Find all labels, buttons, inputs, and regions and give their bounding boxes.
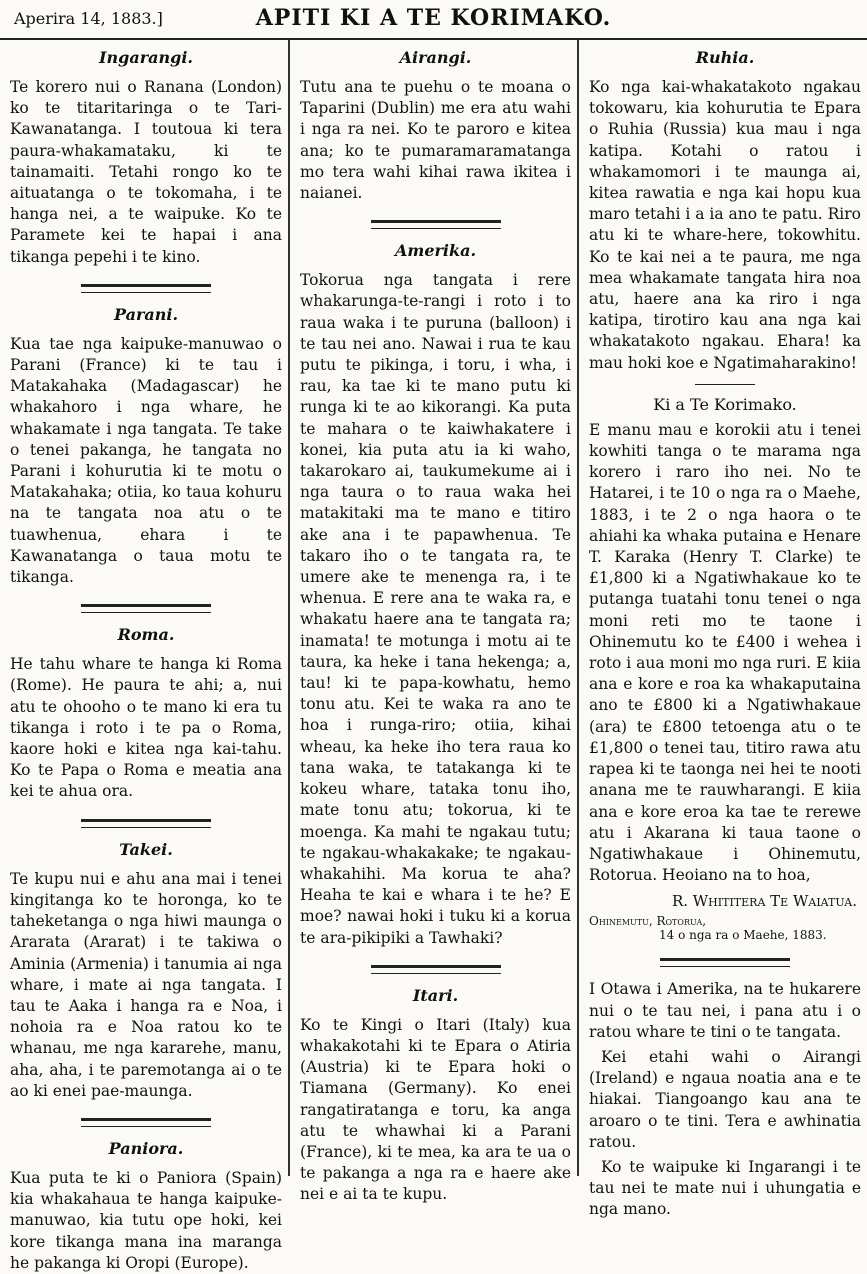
section-heading-airangi: Airangi. xyxy=(399,48,472,67)
article-airangi: Tutu ana te puehu o te moana o Taparini (Dublin) me era atu wahi i nga ra nei. Ko te paroro e kitea ana; ko te pumaramaramatanga mo tera wahi kihai rawa ikitea i naianei. xyxy=(300,78,571,203)
section-heading-ruhia: Ruhia. xyxy=(695,48,755,67)
column-2 xyxy=(290,40,577,1204)
column-1 xyxy=(0,40,288,1272)
section-divider xyxy=(660,958,790,967)
section-heading-paniora: Paniora. xyxy=(108,1138,184,1158)
article-takei: Te kupu nui e ahu ana mai i tenei kingitanga ko te horonga, ko te taheketanga o nga hiwi maunga o Ararata (Ararat) i te takiwa o Aminia (Armenia) i tanumia ai nga whare, i mate ai nga tangata. I tau te Aaka i hanga ra e Noa, i nohoia ra e Noa ratou ko te whanau, me nga kararehe, manu, aha, aha, i te paremotanga ai o te ao ki enei pae-maunga. xyxy=(10,869,282,1100)
section-heading-amerika: Amerika. xyxy=(394,241,477,261)
section-divider xyxy=(371,965,501,974)
section-heading-itari: Itari. xyxy=(412,985,459,1005)
article-parani: Kua tae nga kaipuke-manuwao o Parani (France) ki te tau i Matakahaka (Madagascar) he whakahoro i nga whare, he whakamate i nga tangata. Te take o tenei pakanga, he tangata no Parani i kohurutia ki te motu o Matakahaka; otiia, ko taua kohuru na te tangata noa atu o te tuawhenua, ehara i te Kawanatanga o taua motu te tikanga. xyxy=(10,334,282,587)
section-divider xyxy=(81,1118,211,1127)
news-item: Ko te waipuke ki Ingarangi i te tau nei te mate nui i uhungatia e nga mano. xyxy=(589,1157,861,1219)
article-amerika: Tokorua nga tangata i rere whakarunga-te-rangi i roto i to raua waka i te puruna (balloon) i te tau nei ano. Nawai i rua te kau putu te pikinga, i toru, i wha, i rau, ka tae ki te mano putu ki runga ki te ao kikorangi. Ka puta te mahara o te kaiwhakatere i konei, kia puta atu ia ki waho, takarokaro ai, taukumekume ai i nga taura o to raua waka hei matakitaki ma te mano e titiro ake ana i te papawhenua. Te takaro iho o te tangata ra, te umere ake te menenga ra, i te whenua. E rere ana te waka ra, e whakatu haere ana te tangata ra; inamata! te motunga i motu ai te taura, ka heke i tana hekenga; a, tau! ki te papa-kowhatu, hemo tonu atu. Kei te waka ra ano te hoa i runga-riro; otiia, kihai wheau, ka heke iho tera raua ko tana waka, te tatakanga ki te kokeu whare, tataka tonu iho, mate tonu atu; tokorua, ki te moenga. Ka mahi te ngakau tutu; te ngakau-whakakake; te ngakau-whakahihi. Ma korua te aha? Heaha te kai e whara i te he? E moe? nawai hoki i tuku ki a korua te ara-pikipiki a Tawhaki? xyxy=(300,271,571,947)
section-divider xyxy=(81,819,211,828)
letter-date: 14 o nga ra o Maehe, 1883. xyxy=(659,928,827,943)
section-divider xyxy=(371,220,501,229)
page-header xyxy=(0,0,867,40)
section-heading-takei: Takei. xyxy=(119,839,173,859)
article-paniora: Kua puta te ki o Paniora (Spain) kia whakahaua te hanga kaipuke-manuwao, kia tutu ope hoki, kei kore tikanga mana ina maranga he pakanga ki Oropi (Europe). xyxy=(10,1168,282,1272)
section-divider xyxy=(695,384,755,385)
news-item: I Otawa i Amerika, na te hukarere nui o te tau nei, i pana atu i o ratou whare te tini o te tangata. xyxy=(589,980,861,1041)
news-item: Kei etahi wahi o Airangi (Ireland) e ngaua noatia ana e te hiakai. Tiangoango kau ana te aroaro o te tini. Tera e awhinatia ratou. xyxy=(589,1047,861,1151)
article-ingarangi: Te korero nui o Ranana (London) ko te titaritaringa o te Tari-Kawanatanga. I toutoua ki tera paura-whakamataku, ki te tainamaiti. Tetahi rongo ko te aituatanga o te tokomaha, i te hanga nei, a te waipuke. Ko te Paramete kei te hapai i ana tikanga pepehi i te kino. xyxy=(10,78,282,266)
letter-heading: Ki a Te Korimako. xyxy=(653,394,797,414)
article-ruhia: Ko nga kai-whakatakoto ngakau tokowaru, kia kohurutia te Epara o Ruhia (Russia) kua mau i nga katipa. Kotahi o ratou i whakamomori i te maunga ai, kitea rawatia e nga kai hopu kua maro tetahi i a ia ano te patu. Riro atu ki te whare-here, tokowhitu. Ko te kai nei a te paura, me nga mea whakamate tangata hira noa atu, haere ana ka riro i nga katipa, tirotiro kau ana nga kai whakatakoto ngakau. Ehara! ka mau hoki koe e Ngatimaharakino! xyxy=(589,78,861,372)
issue-date: Aperira 14, 1883.] xyxy=(14,9,163,28)
letter-place: Ohinemutu, Rotorua, xyxy=(589,914,707,929)
article-roma: He tahu whare te hanga ki Roma (Rome). He paura te ahi; a, nui atu te ohooho o te mano ki era tu tikanga i roto i te pa o Roma, kaore hoki e kitea nga kai-tahu. Ko te Papa o Roma e meatia ana kei te ahua ora. xyxy=(10,655,282,801)
letter-body: E manu mau e korokii atu i tenei kowhiti tanga o te marama nga korero i raro iho nei. No te Hatarei, i te 10 o nga ra o Maehe, 1883, i te 2 o nga haora o te ahiahi ka whaka putaina e Henare T. Karaka (Henry T. Clarke) te £1,800 ki a Ngatiwhakaue ko te putanga tuatahi tonu tenei o nga moni reti mo te taone i Ohinemutu ko te £400 i wehea i roto i aua moni mo nga ruri. E kiia ana e kore e roa ka whakaputaina ano te £800 ki a Ngatiwhakaue (ara) te £800 tetoenga atu o te £1,800 o tenei tau, titiro rawa atu rapea ki te taonga nei hei te nooti anana me te rauwharangi. E kiia ana e kore eroa ka tae te rerewe atu i Akarana ki taua taone o Ngatiwhakaue i Ohinemutu, Rotorua. Heoiano na to hoa, xyxy=(589,420,861,885)
section-divider xyxy=(81,284,211,293)
page-title: APITI KI A TE KORIMAKO. xyxy=(255,5,612,31)
article-itari: Ko te Kingi o Itari (Italy) kua whakakotahi ki te Epara o Atiria (Austria) ki te Epara hoki o Tiamana (Germany). Ko enei rangatiratanga e toru, ka anga atu te whawhai ki a Parani (France), ki te mea, ka ara te ua o te pakanga a nga ra e haere ake nei e ai ta te kupu. xyxy=(300,1015,571,1204)
section-heading-ingarangi: Ingarangi. xyxy=(99,48,193,67)
section-heading-roma: Roma. xyxy=(117,625,175,645)
section-heading-parani: Parani. xyxy=(113,304,179,324)
letter-signature: R. Whititera Te Waiatua. xyxy=(671,892,857,911)
column-3 xyxy=(579,40,867,1219)
section-divider xyxy=(81,604,211,613)
